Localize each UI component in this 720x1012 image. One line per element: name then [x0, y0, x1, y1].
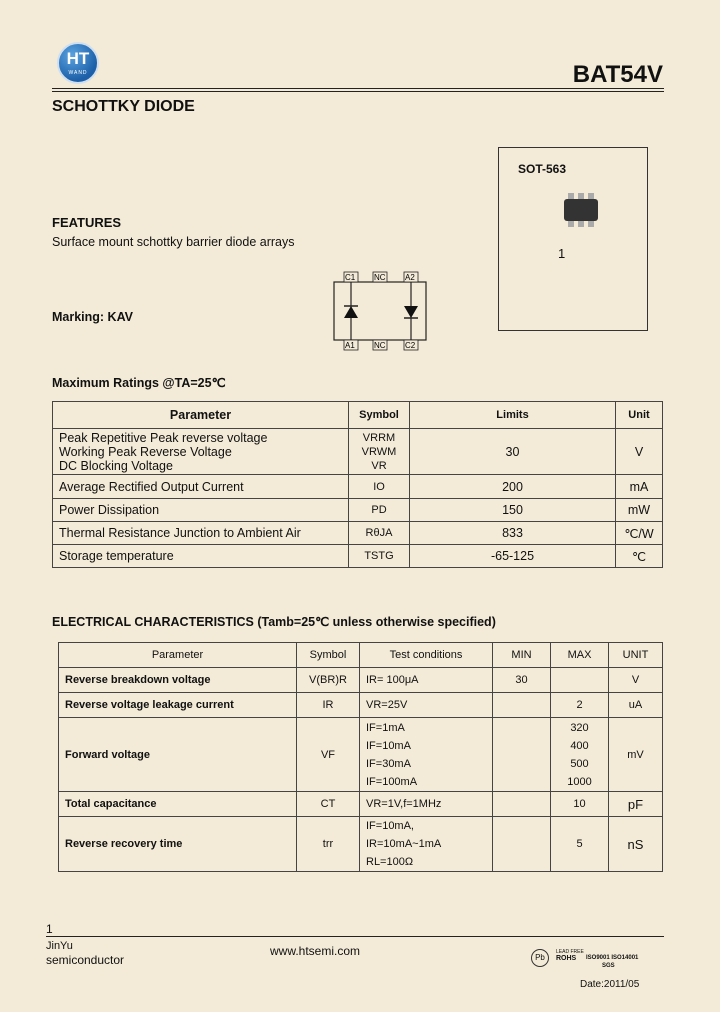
condition-text: IF=10mA, IR=10mA~1mA	[366, 820, 442, 850]
column-header: Unit	[616, 402, 663, 429]
max-ratings-table	[52, 401, 663, 568]
unit-value: mA	[616, 475, 663, 499]
min-value	[493, 792, 551, 817]
cert-badge: LEAD FREE	[556, 949, 584, 955]
symbol-text: V(BR)R	[297, 668, 360, 693]
limit-value: -65-125	[410, 545, 616, 568]
logo-subtext: WAND	[68, 70, 88, 76]
marking-code: Marking: KAV	[52, 310, 134, 324]
table-row	[59, 668, 663, 693]
pin-icon	[578, 221, 584, 227]
pin1-marker: 1	[558, 246, 566, 261]
unit-value: ℃	[616, 545, 663, 568]
condition-text: VR=1V,f=1MHz	[360, 792, 493, 817]
unit-value: pF	[609, 792, 663, 817]
unit-value: mV	[609, 718, 663, 792]
lead-free-icon: Pb	[531, 949, 549, 967]
param-text: Peak Repetitive Peak reverse voltage	[59, 430, 268, 445]
table-row	[59, 693, 663, 718]
unit-value: mW	[616, 499, 663, 522]
symbol-text: VF	[297, 718, 360, 792]
symbol-text: TSTG	[349, 545, 410, 568]
max-value: 10	[551, 792, 609, 817]
table-header-row	[59, 643, 663, 668]
param-text: Average Rectified Output Current	[53, 475, 349, 499]
electrical-heading: ELECTRICAL CHARACTERISTICS (Tamb=25℃ unless otherwise specified)	[52, 615, 496, 629]
max-value: 320	[570, 721, 589, 734]
limit-value: 150	[410, 499, 616, 522]
pin-label-top: C1	[345, 273, 356, 282]
param-text: Power Dissipation	[53, 499, 349, 522]
param-text: Working Peak Reverse Voltage	[59, 444, 232, 459]
features-text: Surface mount schottky barrier diode arrays	[52, 235, 295, 249]
column-header: MIN	[493, 643, 551, 668]
condition-text: IF=100mA	[366, 775, 418, 788]
column-header: MAX	[551, 643, 609, 668]
table-row	[53, 499, 663, 522]
param-text: Reverse voltage leakage current	[59, 693, 297, 718]
package-chip-icon	[564, 199, 598, 221]
package-label: SOT-563	[518, 162, 567, 176]
table-row	[53, 522, 663, 545]
column-header: Symbol	[297, 643, 360, 668]
column-header: Parameter	[59, 643, 297, 668]
cert-badge: SGS	[602, 963, 615, 969]
condition-text: IF=10mA	[366, 739, 411, 752]
param-text: Forward voltage	[59, 718, 297, 792]
company-logo	[57, 42, 99, 84]
symbol-text: PD	[349, 499, 410, 522]
param-text: Total capacitance	[59, 792, 297, 817]
param-text: Storage temperature	[53, 545, 349, 568]
condition-text: VR=25V	[360, 693, 493, 718]
table-header-row	[53, 402, 663, 429]
table-row	[53, 475, 663, 499]
min-value	[493, 718, 551, 792]
page-number: 1	[46, 922, 53, 936]
unit-value: V	[609, 668, 663, 693]
part-number: BAT54V	[572, 61, 663, 88]
symbol-text: CT	[297, 792, 360, 817]
diode-icon	[344, 306, 358, 318]
param-text: Thermal Resistance Junction to Ambient Air	[53, 522, 349, 545]
table-row	[59, 817, 663, 872]
min-value	[493, 693, 551, 718]
min-value	[493, 817, 551, 872]
max-value: 400	[570, 739, 589, 752]
symbol-text: RθJA	[349, 522, 410, 545]
diode-icon	[404, 306, 418, 318]
unit-value: ℃/W	[616, 522, 663, 545]
pinout-diagram	[330, 270, 430, 354]
max-value: 2	[551, 693, 609, 718]
pin-label-top: A2	[405, 273, 415, 282]
cert-badge: ISO9001 ISO14001	[586, 955, 639, 961]
logo-text: HT	[66, 49, 90, 68]
pin-label-top: NC	[374, 273, 386, 282]
column-header: Parameter	[53, 402, 349, 429]
table-row	[53, 429, 663, 475]
footer-rule	[46, 936, 664, 937]
pin-icon	[578, 193, 584, 199]
page-subtitle: SCHOTTKY DIODE	[52, 98, 195, 115]
column-header: Test conditions	[360, 643, 493, 668]
pin-label-bottom: C2	[405, 341, 416, 350]
table-row	[53, 545, 663, 568]
column-header: Limits	[410, 402, 616, 429]
table-row	[59, 718, 663, 792]
param-text: Reverse breakdown voltage	[59, 668, 297, 693]
column-header: Symbol	[349, 402, 410, 429]
company-name-2: semiconductor	[46, 953, 125, 967]
pin-icon	[568, 221, 574, 227]
condition-text: IF=1mA	[366, 721, 405, 734]
unit-value: uA	[609, 693, 663, 718]
limit-value: 30	[410, 429, 616, 475]
condition-text: IR= 100μA	[360, 668, 493, 693]
limit-value: 833	[410, 522, 616, 545]
unit-value: V	[616, 429, 663, 475]
symbol-text: trr	[297, 817, 360, 872]
param-text: Reverse recovery time	[59, 817, 297, 872]
features-heading: FEATURES	[52, 215, 122, 230]
cert-badge: ROHS	[556, 955, 577, 962]
company-name: JinYu	[46, 940, 73, 952]
symbol-text: VR	[371, 459, 387, 472]
electrical-table	[58, 642, 663, 872]
document-date: Date:2011/05	[580, 979, 640, 990]
website-url: www.htsemi.com	[270, 944, 361, 958]
param-text: DC Blocking Voltage	[59, 458, 173, 473]
max-value: 5	[551, 817, 609, 872]
symbol-text: IR	[297, 693, 360, 718]
max-value: 1000	[567, 775, 592, 788]
column-header: UNIT	[609, 643, 663, 668]
condition-text: RL=100Ω	[366, 856, 414, 868]
header-rule-2	[52, 91, 664, 92]
condition-text: IF=30mA	[366, 757, 411, 770]
symbol-text: IO	[349, 475, 410, 499]
unit-value: nS	[609, 817, 663, 872]
pin-label-bottom: NC	[374, 341, 386, 350]
symbol-text: VRWM	[361, 445, 397, 458]
symbol-text: VRRM	[362, 431, 396, 444]
pin-icon	[568, 193, 574, 199]
max-value	[551, 668, 609, 693]
min-value: 30	[493, 668, 551, 693]
table-row	[59, 792, 663, 817]
pin-icon	[588, 221, 594, 227]
pin-label-bottom: A1	[345, 341, 355, 350]
pin-icon	[588, 193, 594, 199]
max-value: 500	[570, 757, 589, 770]
max-ratings-heading: Maximum Ratings @TA=25℃	[52, 376, 226, 390]
limit-value: 200	[410, 475, 616, 499]
